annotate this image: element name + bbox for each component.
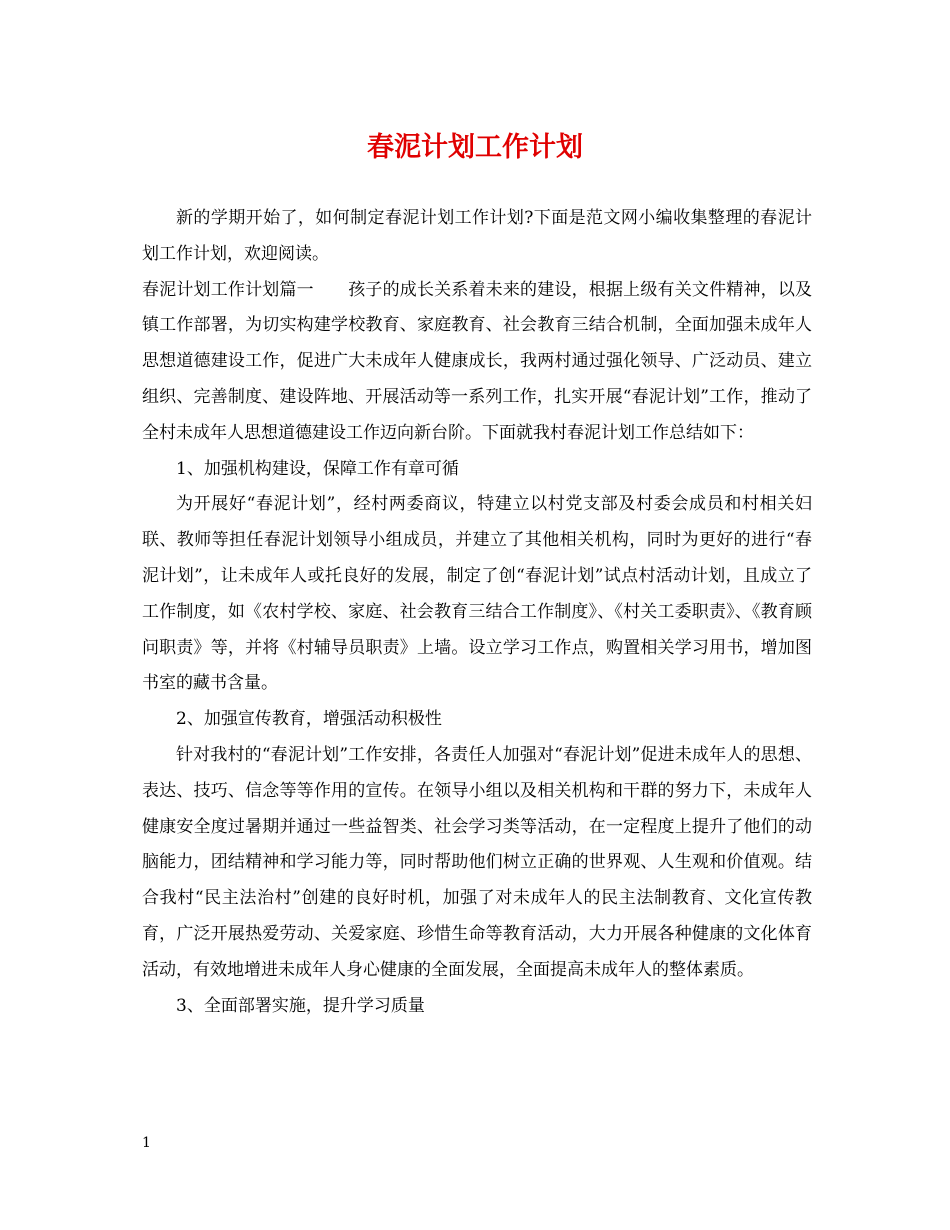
document-body [142, 201, 812, 1024]
subheading-3: 3、全面部署实施，提升学习质量 [176, 995, 425, 1016]
intro-paragraph: 新的学期开始了，如何制定春泥计划工作计划?下面是范文网小编收集整理的春泥计划工作计划，欢迎阅读。 [142, 208, 812, 264]
page-title: 春泥计划工作计划 [367, 132, 583, 163]
subheading-1: 1、加强机构建设，保障工作有章可循 [176, 458, 459, 479]
section-one-paragraph: 春泥计划工作计划篇一 孩子的成长关系着未来的建设，根据上级有关文件精神，以及镇工作部署，为切实构建学校教育、家庭教育、社会教育三结合机制，全面加强未成年人思想道德建设工作，促进广大未成年人健康成长，我两村通过强化领导、广泛动员、建立组织、完善制度、建设阵地、开展活动等一系列工作，扎实开展“春泥计划”工作，推动了全村未成年人思想道德建设工作迈向新台阶。下面就我村春泥计划工作总结如下： [142, 279, 812, 443]
subheading-2: 2、加强宣传教育，增强活动积极性 [176, 709, 442, 730]
body-paragraph-2: 针对我村的“春泥计划”工作安排，各责任人加强对“春泥计划”促进未成年人的思想、表达、技巧、信念等等作用的宣传。在领导小组以及相关机构和干群的努力下，未成年人健康安全度过暑期并通过一些益智类、社会学习类等活动，在一定程度上提升了他们的动脑能力，团结精神和学习能力等，同时帮助他们树立正确的世界观、人生观和价值观。结合我村“民主法治村”创建的良好时机，加强了对未成年人的民主法制教育、文化宣传教育，广泛开展热爱劳动、关爱家庭、珍惜生命等教育活动，大力开展各种健康的文化体育活动，有效地增进未成年人身心健康的全面发展，全面提高未成年人的整体素质。 [142, 744, 812, 980]
page-number: 1 [142, 1135, 151, 1151]
body-paragraph-1: 为开展好“春泥计划”，经村两委商议，特建立以村党支部及村委会成员和村相关妇联、教师等担任春泥计划领导小组成员，并建立了其他相关机构，同时为更好的进行“春泥计划”，让未成年人或托良好的发展，制定了创“春泥计划”试点村活动计划，且成立了工作制度，如《农村学校、家庭、社会教育三结合工作制度》、《村关工委职责》、《教育顾问职责》等，并将《村辅导员职责》上墙。设立学习工作点，购置相关学习用书，增加图书室的藏书含量。 [142, 494, 812, 694]
